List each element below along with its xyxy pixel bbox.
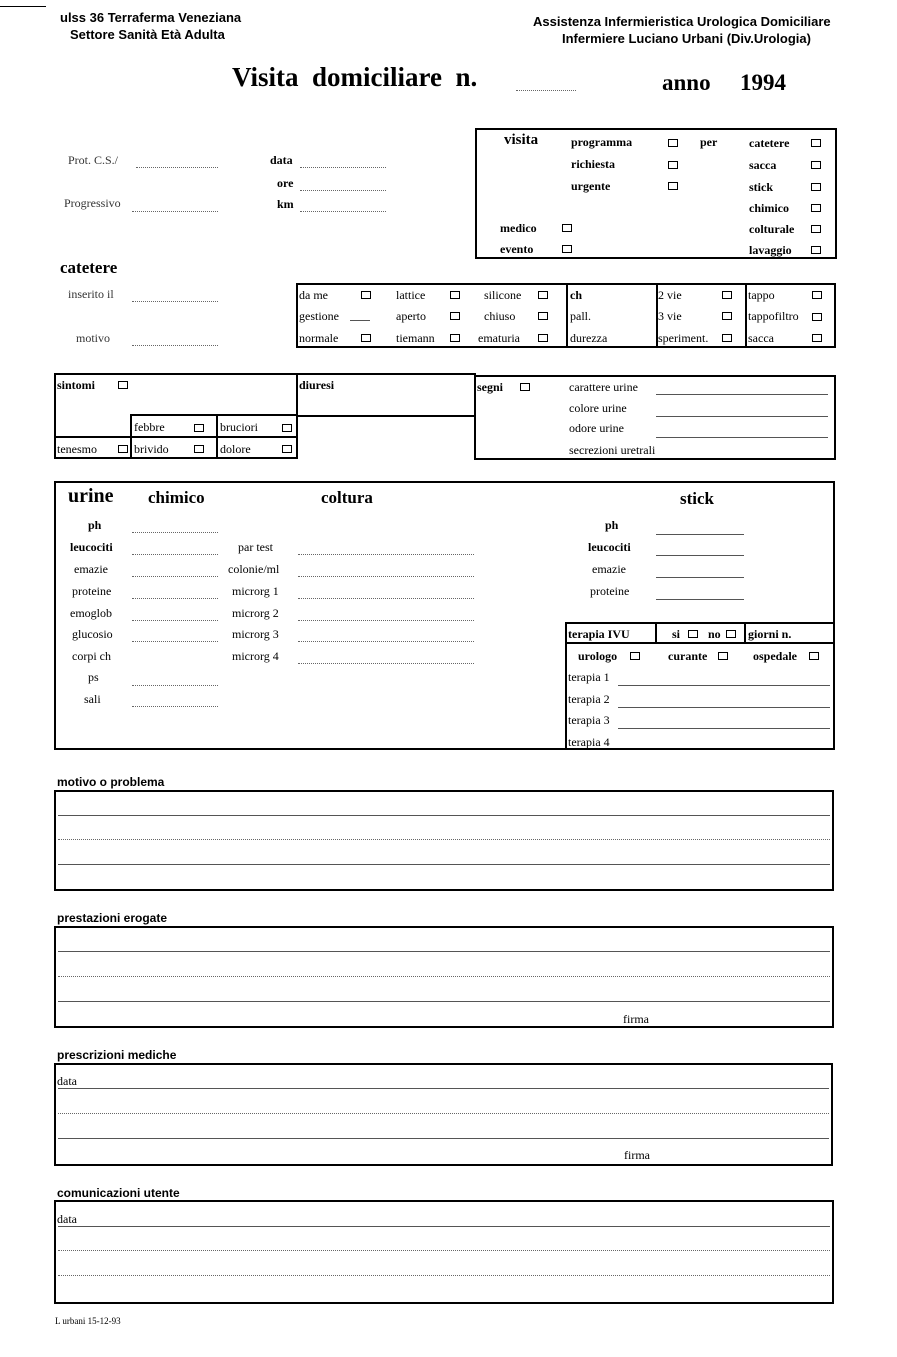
sintomi-title: sintomi	[57, 378, 96, 392]
coltura-partest-field[interactable]	[298, 554, 474, 555]
gestione-label: gestione	[299, 309, 339, 323]
urgente-label: urgente	[571, 179, 611, 193]
chiuso-checkbox[interactable]	[538, 312, 548, 320]
ospedale-checkbox[interactable]	[809, 652, 819, 660]
segni-label: segni	[477, 380, 504, 394]
stick-leucociti-field[interactable]	[656, 555, 744, 556]
ivu-no-label: no	[708, 627, 721, 641]
coltura-microrg2-label: microrg 2	[232, 606, 279, 620]
terapia-2-label: terapia 2	[568, 692, 610, 706]
cat-divider-1	[566, 284, 568, 347]
da-me-label: da me	[299, 288, 328, 302]
odore-field[interactable]	[656, 437, 828, 438]
cat-sacca-checkbox[interactable]	[812, 334, 822, 342]
chim-glucosio-field[interactable]	[132, 641, 218, 642]
per-sacca-checkbox[interactable]	[811, 161, 821, 169]
urine-title: urine	[68, 485, 114, 507]
richiesta-label: richiesta	[571, 157, 615, 171]
evento-checkbox[interactable]	[562, 245, 572, 253]
chiuso-label: chiuso	[484, 309, 516, 323]
catetere-title: catetere	[60, 258, 118, 277]
progressivo-label: Progressivo	[64, 196, 121, 210]
prestazioni-box[interactable]	[54, 926, 834, 1028]
evento-label: evento	[500, 242, 534, 256]
brivido-checkbox[interactable]	[194, 445, 204, 453]
stick-ph-field[interactable]	[656, 534, 744, 535]
prescrizioni-line-1	[58, 1088, 829, 1089]
comunicazioni-data-label: data	[57, 1212, 77, 1226]
odore-label: odore urine	[569, 421, 624, 435]
tappofiltro-label: tappofiltro	[748, 309, 799, 323]
stick-emazie-field[interactable]	[656, 577, 744, 578]
pall-label: pall.	[570, 309, 591, 323]
silicone-checkbox[interactable]	[538, 291, 548, 299]
ore-label: ore	[277, 176, 294, 190]
colore-field[interactable]	[656, 416, 828, 417]
coltura-microrg1-label: microrg 1	[232, 584, 279, 598]
sintomi-div-1	[130, 414, 132, 458]
tiemann-label: tiemann	[396, 331, 435, 345]
motivo-cat-label: motivo	[76, 331, 111, 345]
chim-leucociti-field[interactable]	[132, 554, 218, 555]
comunicazioni-line-1	[58, 1226, 830, 1227]
per-catetere-label: catetere	[749, 136, 790, 150]
per-lavaggio-checkbox[interactable]	[811, 246, 821, 254]
coltura-colonie-field[interactable]	[298, 576, 474, 577]
urologo-label: urologo	[578, 649, 618, 663]
ivu-div-2	[744, 622, 746, 642]
coltura-microrg3-label: microrg 3	[232, 627, 279, 641]
comunicazioni-line-3	[58, 1275, 830, 1276]
chim-ps-field[interactable]	[132, 685, 218, 686]
service-line-1: Assistenza Infermieristica Urologica Domiciliare	[533, 14, 831, 29]
form-title: Visita domiciliare n.	[232, 62, 478, 92]
ore-field[interactable]	[300, 190, 386, 191]
tappo-checkbox[interactable]	[812, 291, 822, 299]
stick-ph-label: ph	[605, 518, 619, 532]
programma-label: programma	[571, 135, 633, 149]
ivu-left-line	[565, 622, 567, 749]
diuresi-label: diuresi	[299, 378, 335, 392]
terapia-4-label: terapia 4	[568, 735, 610, 749]
motivo-line-1	[58, 815, 830, 816]
per-stick-checkbox[interactable]	[811, 183, 821, 191]
chim-emazie-field[interactable]	[132, 576, 218, 577]
per-sacca-label: sacca	[749, 158, 777, 172]
per-stick-label: stick	[749, 180, 773, 194]
tappo-label: tappo	[748, 288, 775, 302]
urgente-checkbox[interactable]	[668, 182, 678, 190]
motivo-title: motivo o problema	[57, 775, 165, 789]
bruciori-label: bruciori	[220, 420, 258, 434]
ivu-si-checkbox[interactable]	[688, 630, 698, 638]
cat-divider-3	[745, 284, 747, 347]
prescrizioni-firma-label: firma	[624, 1148, 650, 1162]
da-me-checkbox[interactable]	[361, 291, 371, 299]
inserito-field[interactable]	[132, 301, 218, 302]
normale-checkbox[interactable]	[361, 334, 371, 342]
carattere-label: carattere urine	[569, 380, 638, 394]
footer-note: L urbani 15-12-93	[55, 1316, 121, 1326]
km-label: km	[277, 197, 294, 211]
chim-emazie-label: emazie	[74, 562, 108, 576]
ivu-top-line	[566, 622, 834, 624]
ematuria-checkbox[interactable]	[538, 334, 548, 342]
per-lavaggio-label: lavaggio	[749, 243, 792, 257]
comunicazioni-line-2	[58, 1250, 830, 1251]
dolore-label: dolore	[220, 442, 251, 456]
febbre-checkbox[interactable]	[194, 424, 204, 432]
coltura-microrg3-field[interactable]	[298, 641, 474, 642]
chim-glucosio-label: glucosio	[72, 627, 113, 641]
terapia-2-field[interactable]	[618, 707, 830, 708]
urine-box	[54, 481, 835, 750]
comunicazioni-title: comunicazioni utente	[57, 1186, 180, 1200]
per-catetere-checkbox[interactable]	[811, 139, 821, 147]
prestazioni-line-1	[58, 951, 830, 952]
coltura-microrg4-label: microrg 4	[232, 649, 279, 663]
vie2-checkbox[interactable]	[722, 291, 732, 299]
ivu-si-label: si	[672, 627, 681, 641]
data-label: data	[270, 153, 293, 167]
year-label: anno	[662, 70, 711, 95]
giorni-label: giorni n.	[748, 627, 792, 641]
urgente-option[interactable]	[571, 179, 610, 194]
ch-label: ch	[570, 288, 582, 302]
coltura-microrg1-field[interactable]	[298, 598, 474, 599]
sintomi-div-2	[216, 414, 218, 458]
km-field[interactable]	[300, 211, 386, 212]
chimico-title: chimico	[148, 488, 205, 507]
coltura-title: coltura	[321, 488, 373, 507]
aperto-checkbox[interactable]	[450, 312, 460, 320]
secrezioni-label: secrezioni uretrali	[569, 443, 656, 457]
prescrizioni-data-label: data	[57, 1074, 77, 1088]
prescrizioni-line-3	[58, 1138, 829, 1139]
sintomi-inner-top	[130, 414, 296, 416]
speriment-checkbox[interactable]	[722, 334, 732, 342]
programma-option[interactable]	[571, 135, 632, 150]
tenesmo-checkbox[interactable]	[118, 445, 128, 453]
segni-checkbox[interactable]	[520, 383, 530, 391]
sintomi-inner-mid	[56, 436, 296, 438]
per-colturale-checkbox[interactable]	[811, 225, 821, 233]
prescrizioni-title: prescrizioni mediche	[57, 1048, 177, 1062]
terapia-1-label: terapia 1	[568, 670, 610, 684]
stick-title: stick	[680, 489, 714, 508]
prestazioni-firma-label: firma	[623, 1012, 649, 1026]
prestazioni-title: prestazioni erogate	[57, 911, 168, 925]
prot-field[interactable]	[136, 167, 218, 168]
visit-number-field[interactable]	[516, 90, 576, 91]
org-line-2: Settore Sanità Età Adulta	[70, 27, 225, 42]
prot-label: Prot. C.S./	[68, 153, 119, 167]
prestazioni-line-3	[58, 1001, 830, 1002]
chim-ph-label: ph	[88, 518, 102, 532]
chim-leucociti-label: leucociti	[70, 540, 113, 554]
chim-sali-field[interactable]	[132, 706, 218, 707]
prestazioni-line-2	[58, 976, 830, 977]
per-chimico-label: chimico	[749, 201, 789, 215]
motivo-cat-field[interactable]	[132, 345, 218, 346]
ivu-mid-line	[566, 642, 834, 644]
cat-sacca-label: sacca	[748, 331, 774, 345]
stick-emazie-label: emazie	[592, 562, 626, 576]
stick-leucociti-label: leucociti	[588, 540, 631, 554]
vie3-checkbox[interactable]	[722, 312, 732, 320]
richiesta-option[interactable]	[571, 157, 615, 172]
curante-checkbox[interactable]	[718, 652, 728, 660]
per-label: per	[700, 135, 718, 149]
corner-rule	[0, 6, 46, 7]
chim-emoglob-label: emoglob	[70, 606, 112, 620]
chim-sali-label: sali	[84, 692, 101, 706]
tenesmo-label: tenesmo	[57, 442, 97, 456]
chim-emoglob-field[interactable]	[132, 620, 218, 621]
coltura-partest-label: par test	[238, 540, 273, 554]
ivu-div-1	[655, 622, 657, 642]
inserito-label: inserito il	[68, 287, 114, 301]
normale-label: normale	[299, 331, 339, 345]
chim-ph-field[interactable]	[132, 532, 218, 533]
stick-proteine-label: proteine	[590, 584, 630, 598]
bruciori-checkbox[interactable]	[282, 424, 292, 432]
aperto-label: aperto	[396, 309, 426, 323]
carattere-field[interactable]	[656, 394, 828, 395]
tiemann-checkbox[interactable]	[450, 334, 460, 342]
stick-proteine-field[interactable]	[656, 599, 744, 600]
chim-proteine-field[interactable]	[132, 598, 218, 599]
richiesta-checkbox[interactable]	[668, 161, 678, 169]
chim-corpi-label: corpi ch	[72, 649, 111, 663]
terapia-3-label: terapia 3	[568, 713, 610, 727]
medico-checkbox[interactable]	[562, 224, 572, 232]
lattice-label: lattice	[396, 288, 426, 302]
ematuria-label: ematuria	[478, 331, 520, 345]
medico-label: medico	[500, 221, 537, 235]
org-line-1: ulss 36 Terraferma Veneziana	[60, 10, 242, 25]
motivo-line-3	[58, 864, 830, 865]
ivu-no-checkbox[interactable]	[726, 630, 736, 638]
lattice-checkbox[interactable]	[450, 291, 460, 299]
chim-ps-label: ps	[88, 670, 99, 684]
brivido-label: brivido	[134, 442, 169, 456]
service-line-2: Infermiere Luciano Urbani (Div.Urologia)	[562, 31, 811, 46]
chim-proteine-label: proteine	[72, 584, 112, 598]
vie2-label: 2 vie	[658, 288, 682, 302]
terapia-3-field[interactable]	[618, 728, 830, 729]
terapia-ivu-label: terapia IVU	[568, 627, 630, 641]
curante-label: curante	[668, 649, 708, 663]
coltura-microrg4-field[interactable]	[298, 663, 474, 664]
gestione-field[interactable]	[350, 320, 370, 321]
dolore-checkbox[interactable]	[282, 445, 292, 453]
durezza-label: durezza	[570, 331, 608, 345]
data-field[interactable]	[300, 167, 386, 168]
programma-checkbox[interactable]	[668, 139, 678, 147]
colore-label: colore urine	[569, 401, 627, 415]
motivo-line-2	[58, 839, 830, 840]
per-chimico-checkbox[interactable]	[811, 204, 821, 212]
prescrizioni-line-2	[58, 1113, 829, 1114]
vie3-label: 3 vie	[658, 309, 682, 323]
tappofiltro-checkbox[interactable]	[812, 313, 822, 321]
sintomi-checkbox[interactable]	[118, 381, 128, 389]
silicone-label: silicone	[484, 288, 522, 302]
comunicazioni-box[interactable]	[54, 1200, 834, 1304]
coltura-microrg2-field[interactable]	[298, 620, 474, 621]
visita-title: visita	[504, 132, 539, 148]
per-colturale-label: colturale	[749, 222, 795, 236]
urologo-checkbox[interactable]	[630, 652, 640, 660]
terapia-1-field[interactable]	[618, 685, 830, 686]
progressivo-field[interactable]	[132, 211, 218, 212]
motivo-box[interactable]	[54, 790, 834, 891]
ospedale-label: ospedale	[753, 649, 798, 663]
year-value: 1994	[740, 70, 786, 95]
febbre-label: febbre	[134, 420, 165, 434]
prescrizioni-box[interactable]	[54, 1063, 833, 1166]
coltura-colonie-label: colonie/ml	[228, 562, 280, 576]
speriment-label: speriment.	[658, 331, 709, 345]
